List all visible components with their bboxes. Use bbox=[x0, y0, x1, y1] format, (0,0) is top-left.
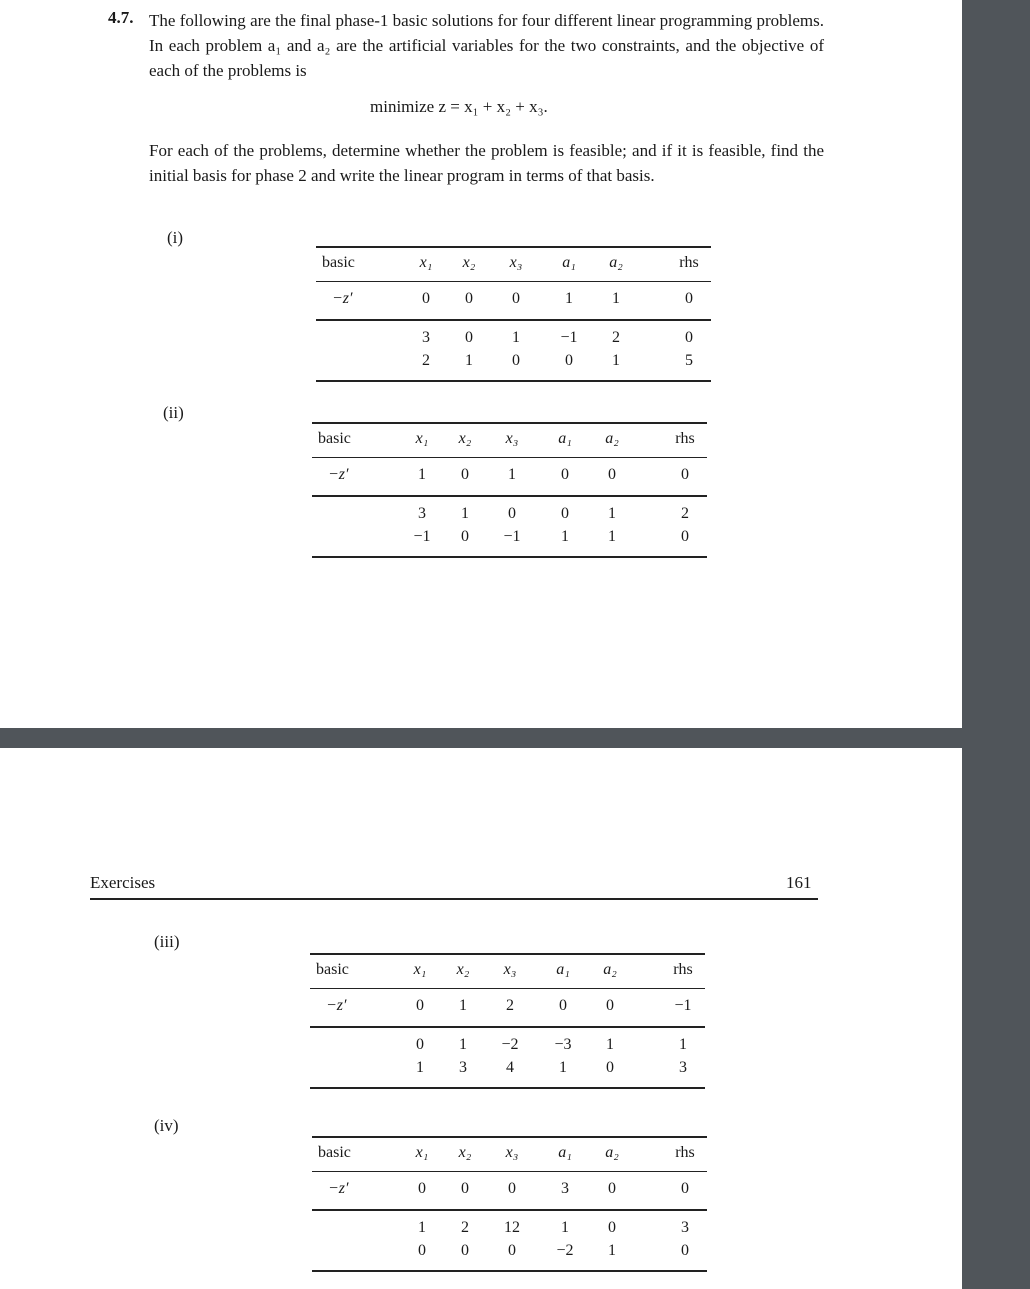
column-header-a1: a₁ bbox=[562, 254, 576, 271]
constraint-cell-x2: 0 bbox=[461, 1242, 469, 1259]
constraint-cell-x1: 0 bbox=[416, 1036, 424, 1053]
column-header-rhs: rhs bbox=[675, 1144, 695, 1161]
objective-cell-rhs: 0 bbox=[681, 1180, 689, 1197]
constraint-cell-a1: 0 bbox=[561, 505, 569, 522]
constraint-cell-x1: −1 bbox=[413, 528, 431, 545]
column-header-x3: x₃ bbox=[505, 1144, 519, 1161]
constraint-cell-x2: 1 bbox=[465, 352, 473, 369]
column-header-a2: a₂ bbox=[605, 1144, 619, 1161]
table-header-rule bbox=[316, 281, 711, 282]
header-rule bbox=[90, 898, 818, 900]
constraint-cell-rhs: 3 bbox=[681, 1219, 689, 1236]
column-header-a2: a₂ bbox=[609, 254, 623, 271]
objective-cell-x1: 1 bbox=[418, 466, 426, 483]
column-header-x1: x₁ bbox=[413, 961, 427, 978]
table-header-rule bbox=[312, 1171, 707, 1172]
constraint-cell-a1: −2 bbox=[556, 1242, 574, 1259]
tableau-ii bbox=[312, 422, 707, 562]
objective-cell-rhs: −1 bbox=[674, 997, 692, 1014]
column-header-rhs: rhs bbox=[675, 430, 695, 447]
objective-cell-x1: 0 bbox=[416, 997, 424, 1014]
objective-row-label: −z′ bbox=[326, 997, 347, 1014]
objective-cell-x3: 0 bbox=[508, 1180, 516, 1197]
objective-equation: minimize z = x₁ + x₂ + x₃. bbox=[370, 97, 548, 116]
constraint-cell-x2: 0 bbox=[465, 329, 473, 346]
constraint-cell-x1: 1 bbox=[418, 1219, 426, 1236]
objective-cell-a1: 0 bbox=[561, 466, 569, 483]
constraint-cell-x3: −2 bbox=[501, 1036, 519, 1053]
constraint-cell-x3: 0 bbox=[508, 505, 516, 522]
table-bottom-rule bbox=[312, 1270, 707, 1272]
table-header-rule bbox=[312, 457, 707, 458]
column-header-x3: x₃ bbox=[505, 430, 519, 447]
column-header-basic: basic bbox=[316, 961, 349, 978]
constraint-cell-x1: 0 bbox=[418, 1242, 426, 1259]
constraint-cell-x2: 2 bbox=[461, 1219, 469, 1236]
objective-cell-x1: 0 bbox=[422, 290, 430, 307]
objective-cell-a1: 3 bbox=[561, 1180, 569, 1197]
objective-cell-x2: 0 bbox=[461, 466, 469, 483]
constraint-cell-a2: 1 bbox=[608, 528, 616, 545]
constraint-cell-a1: −3 bbox=[554, 1036, 572, 1053]
constraint-cell-x2: 0 bbox=[461, 528, 469, 545]
column-header-basic: basic bbox=[318, 430, 351, 447]
column-header-a1: a₁ bbox=[558, 1144, 572, 1161]
constraint-cell-rhs: 5 bbox=[685, 352, 693, 369]
objective-cell-x2: 0 bbox=[465, 290, 473, 307]
column-header-x2: x₂ bbox=[458, 1144, 472, 1161]
table-bottom-rule bbox=[310, 1087, 705, 1089]
tableau-iii bbox=[310, 953, 705, 1093]
constraint-cell-x2: 1 bbox=[459, 1036, 467, 1053]
objective-cell-a2: 0 bbox=[608, 466, 616, 483]
objective-cell-x3: 2 bbox=[506, 997, 514, 1014]
column-header-a2: a₂ bbox=[603, 961, 617, 978]
table-objective-rule bbox=[316, 319, 711, 321]
table-top-rule bbox=[310, 953, 705, 955]
table-top-rule bbox=[312, 1136, 707, 1138]
tableau-iii-label: (iii) bbox=[154, 932, 180, 951]
constraint-cell-a1: −1 bbox=[560, 329, 578, 346]
objective-cell-a2: 1 bbox=[612, 290, 620, 307]
objective-cell-x3: 1 bbox=[508, 466, 516, 483]
tableau-i bbox=[316, 246, 711, 386]
table-top-rule bbox=[316, 246, 711, 248]
constraint-cell-x1: 3 bbox=[418, 505, 426, 522]
problem-instructions: For each of the problems, determine whether the problem is feasible; and if it is feasible, find the initial basis for phase 2 and write the linear program in terms of that basis. bbox=[149, 141, 824, 185]
constraint-cell-x2: 1 bbox=[461, 505, 469, 522]
column-header-x3: x₃ bbox=[509, 254, 523, 271]
constraint-cell-x3: 1 bbox=[512, 329, 520, 346]
column-header-a2: a₂ bbox=[605, 430, 619, 447]
running-head: Exercises bbox=[90, 873, 156, 892]
tableau-iv-label: (iv) bbox=[154, 1116, 179, 1135]
column-header-x1: x₁ bbox=[415, 1144, 429, 1161]
problem-number: 4.7. bbox=[108, 8, 134, 27]
objective-cell-rhs: 0 bbox=[685, 290, 693, 307]
table-bottom-rule bbox=[316, 380, 711, 382]
constraint-cell-x3: 4 bbox=[506, 1059, 514, 1076]
constraint-cell-rhs: 0 bbox=[681, 1242, 689, 1259]
objective-cell-x1: 0 bbox=[418, 1180, 426, 1197]
constraint-cell-x1: 2 bbox=[422, 352, 430, 369]
constraint-cell-rhs: 3 bbox=[679, 1059, 687, 1076]
constraint-cell-x1: 3 bbox=[422, 329, 430, 346]
column-header-rhs: rhs bbox=[679, 254, 699, 271]
constraint-cell-rhs: 1 bbox=[679, 1036, 687, 1053]
constraint-cell-rhs: 2 bbox=[681, 505, 689, 522]
constraint-cell-x1: 1 bbox=[416, 1059, 424, 1076]
column-header-x1: x₁ bbox=[415, 430, 429, 447]
column-header-x2: x₂ bbox=[458, 430, 472, 447]
table-top-rule bbox=[312, 422, 707, 424]
column-header-a1: a₁ bbox=[558, 430, 572, 447]
table-objective-rule bbox=[310, 1026, 705, 1028]
objective-cell-x3: 0 bbox=[512, 290, 520, 307]
column-header-x1: x₁ bbox=[419, 254, 433, 271]
objective-cell-x2: 0 bbox=[461, 1180, 469, 1197]
objective-cell-a2: 0 bbox=[608, 1180, 616, 1197]
column-header-rhs: rhs bbox=[673, 961, 693, 978]
column-header-x2: x₂ bbox=[462, 254, 476, 271]
column-header-basic: basic bbox=[322, 254, 355, 271]
constraint-cell-a1: 1 bbox=[561, 1219, 569, 1236]
constraint-cell-a1: 1 bbox=[559, 1059, 567, 1076]
page-number: 161 bbox=[786, 873, 812, 892]
objective-row-label: −z′ bbox=[332, 290, 353, 307]
objective-row-label: −z′ bbox=[328, 466, 349, 483]
constraint-cell-a2: 2 bbox=[612, 329, 620, 346]
constraint-cell-rhs: 0 bbox=[685, 329, 693, 346]
tableau-i-label: (i) bbox=[167, 228, 184, 247]
constraint-cell-a2: 1 bbox=[608, 1242, 616, 1259]
constraint-cell-x3: 0 bbox=[508, 1242, 516, 1259]
constraint-cell-a1: 1 bbox=[561, 528, 569, 545]
objective-row-label: −z′ bbox=[328, 1180, 349, 1197]
column-header-x3: x₃ bbox=[503, 961, 517, 978]
constraint-cell-a2: 1 bbox=[606, 1036, 614, 1053]
column-header-a1: a₁ bbox=[556, 961, 570, 978]
objective-cell-a1: 0 bbox=[559, 997, 567, 1014]
table-header-rule bbox=[310, 988, 705, 989]
constraint-cell-x2: 3 bbox=[459, 1059, 467, 1076]
table-objective-rule bbox=[312, 495, 707, 497]
tableau-iv bbox=[312, 1136, 707, 1276]
constraint-cell-x3: 12 bbox=[504, 1219, 520, 1236]
problem-intro: The following are the final phase-1 basic solutions for four different linear programming problems. In each problem a₁ and a₂ are the artificial variables for the two constraints, and the objective of each of the problems is bbox=[149, 11, 824, 80]
table-objective-rule bbox=[312, 1209, 707, 1211]
objective-cell-rhs: 0 bbox=[681, 466, 689, 483]
constraint-cell-a1: 0 bbox=[565, 352, 573, 369]
column-header-x2: x₂ bbox=[456, 961, 470, 978]
tableau-ii-label: (ii) bbox=[163, 403, 184, 422]
objective-cell-x2: 1 bbox=[459, 997, 467, 1014]
constraint-cell-a2: 0 bbox=[608, 1219, 616, 1236]
constraint-cell-a2: 0 bbox=[606, 1059, 614, 1076]
constraint-cell-a2: 1 bbox=[612, 352, 620, 369]
constraint-cell-a2: 1 bbox=[608, 505, 616, 522]
constraint-cell-rhs: 0 bbox=[681, 528, 689, 545]
column-header-basic: basic bbox=[318, 1144, 351, 1161]
constraint-cell-x3: 0 bbox=[512, 352, 520, 369]
constraint-cell-x3: −1 bbox=[503, 528, 521, 545]
objective-cell-a2: 0 bbox=[606, 997, 614, 1014]
objective-cell-a1: 1 bbox=[565, 290, 573, 307]
table-bottom-rule bbox=[312, 556, 707, 558]
